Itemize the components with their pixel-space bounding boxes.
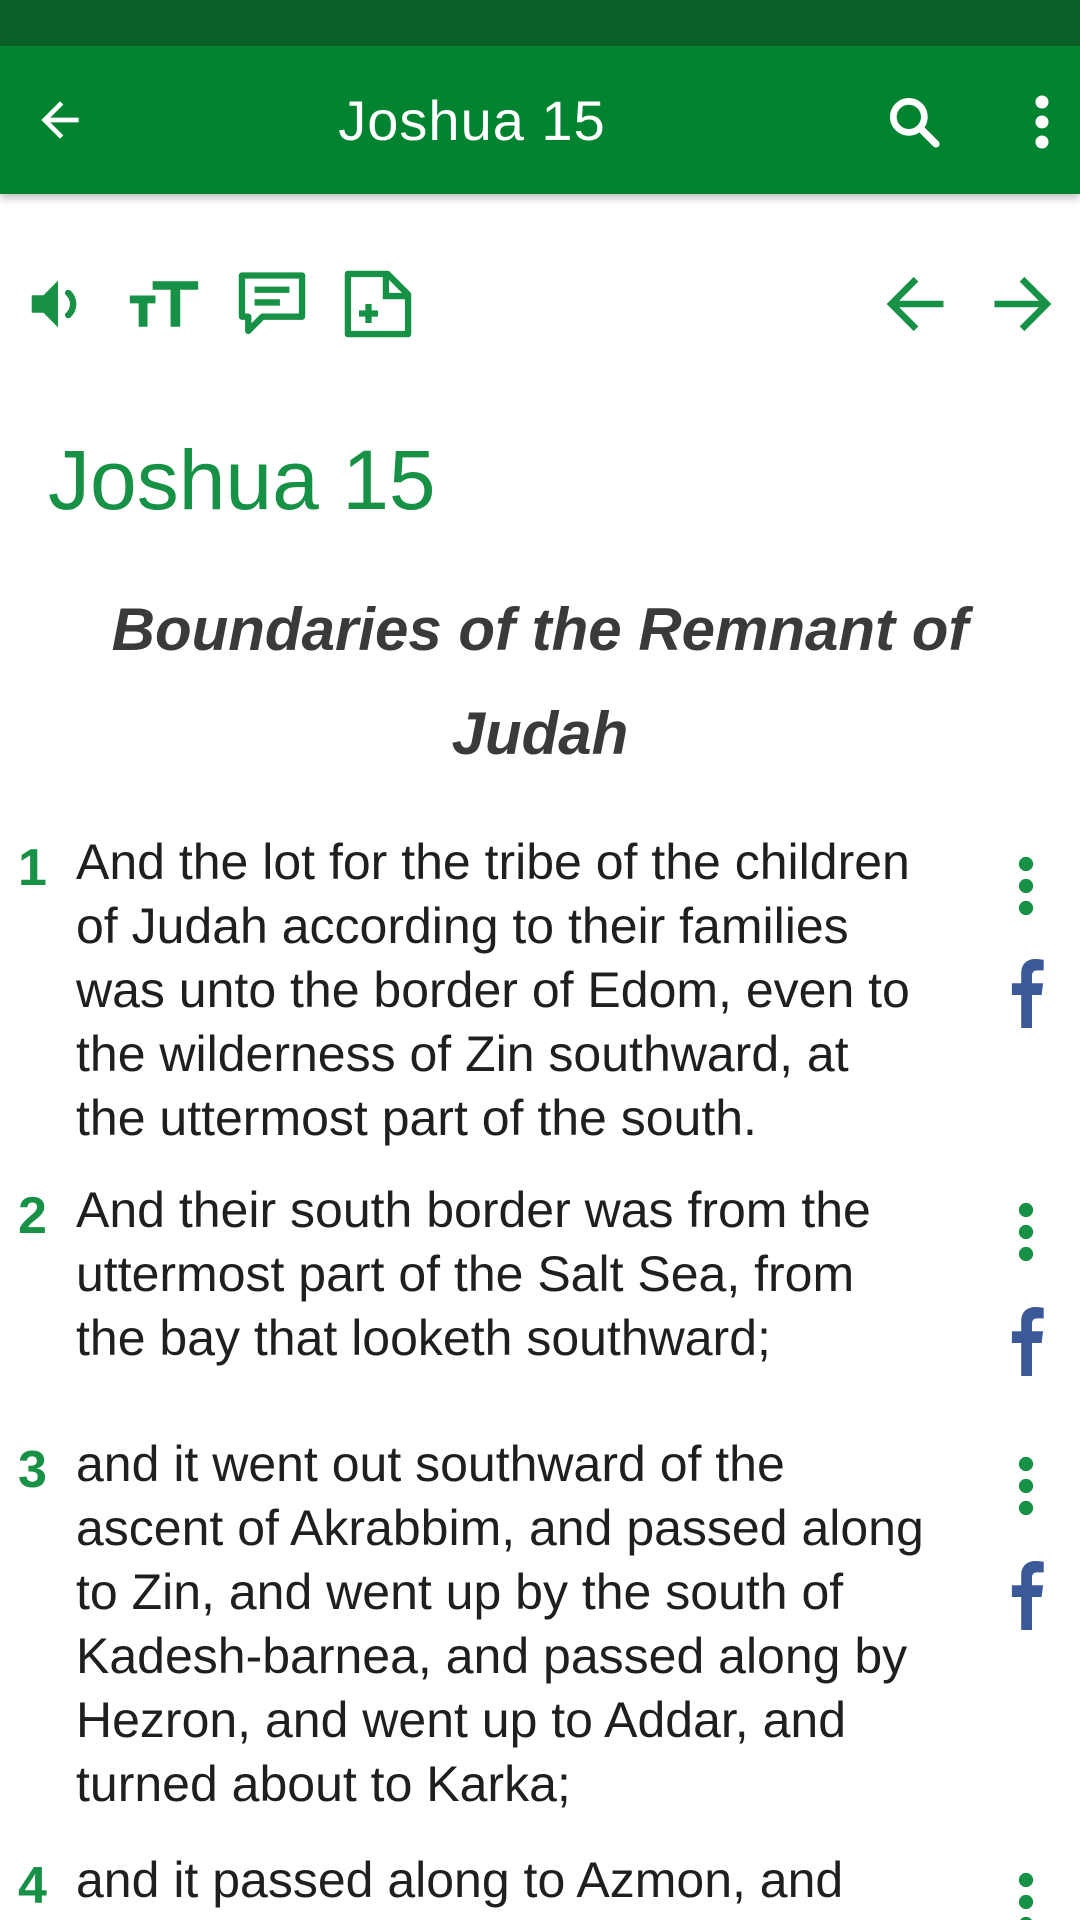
more-vert-icon xyxy=(1015,1869,1037,1920)
add-note-icon xyxy=(338,266,418,342)
previous-chapter-button[interactable] xyxy=(872,256,960,352)
verse-text xyxy=(76,1432,986,1816)
verse-options-button[interactable] xyxy=(1004,1446,1048,1526)
more-vert-icon xyxy=(1015,853,1037,919)
verse-4[interactable] xyxy=(0,1848,1080,1920)
overflow-menu-button[interactable] xyxy=(1010,84,1074,160)
chapter-title: Joshua 15 xyxy=(48,433,436,527)
verse-line: to Zin, and went up by the south of xyxy=(76,1564,844,1620)
status-bar xyxy=(0,0,1080,46)
search-icon xyxy=(883,91,945,153)
text-size-icon xyxy=(127,269,201,339)
verse-3[interactable] xyxy=(0,1432,1080,1822)
verse-line: and it went out southward of the xyxy=(76,1436,785,1492)
verse-2[interactable] xyxy=(0,1178,1080,1378)
comment-button[interactable] xyxy=(228,256,316,352)
more-vert-icon xyxy=(1015,1453,1037,1519)
more-vert-icon xyxy=(1030,92,1054,152)
verse-number: 3 xyxy=(18,1441,47,1499)
facebook-share-button[interactable] xyxy=(1000,1554,1052,1634)
verse-options-button[interactable] xyxy=(1004,846,1048,926)
facebook-share-button[interactable] xyxy=(1000,952,1052,1032)
verse-1[interactable] xyxy=(0,830,1080,1150)
text-size-button[interactable] xyxy=(120,256,208,352)
more-vert-icon xyxy=(1015,1199,1037,1265)
reader-toolbar xyxy=(0,256,1080,352)
verse-line: Kadesh-barnea, and passed along by xyxy=(76,1628,908,1684)
verse-line: And their south border was from the xyxy=(76,1182,871,1238)
audio-button[interactable] xyxy=(14,256,102,352)
verse-line: Hezron, and went up to Addar, and xyxy=(76,1692,846,1748)
verse-line: uttermost part of the Salt Sea, from xyxy=(76,1246,855,1302)
search-button[interactable] xyxy=(876,84,952,160)
verse-line: ascent of Akrabbim, and passed along xyxy=(76,1500,924,1556)
verse-line: and it passed along to Azmon, and xyxy=(76,1852,844,1908)
verse-number: 2 xyxy=(18,1187,47,1245)
facebook-icon xyxy=(1006,1304,1046,1376)
verse-options-button[interactable] xyxy=(1004,1862,1048,1920)
facebook-icon xyxy=(1006,956,1046,1028)
verse-number: 1 xyxy=(18,839,47,897)
facebook-share-button[interactable] xyxy=(1000,1300,1052,1380)
comment-icon xyxy=(233,266,311,342)
verse-text xyxy=(76,1848,986,1912)
verse-line: And the lot for the tribe of the children xyxy=(76,834,910,890)
verse-text xyxy=(76,830,986,1150)
speaker-icon xyxy=(23,269,93,339)
facebook-icon xyxy=(1006,1558,1046,1630)
add-note-button[interactable] xyxy=(334,256,422,352)
verse-line: the uttermost part of the south. xyxy=(76,1090,757,1146)
verse-line: turned about to Karka; xyxy=(76,1756,571,1812)
arrow-left-icon xyxy=(883,271,949,337)
verse-line: the bay that looketh southward; xyxy=(76,1310,771,1366)
section-heading: Boundaries of the Remnant of Judah xyxy=(111,596,969,767)
verse-line: of Judah according to their families xyxy=(76,898,849,954)
verse-line: was unto the border of Edom, even to xyxy=(76,962,910,1018)
next-chapter-button[interactable] xyxy=(978,256,1066,352)
verse-options-button[interactable] xyxy=(1004,1192,1048,1272)
arrow-right-icon xyxy=(989,271,1055,337)
verse-text xyxy=(76,1178,986,1370)
app-bar xyxy=(0,46,1080,194)
app-bar-title: Joshua 15 xyxy=(338,88,606,152)
verse-line: the wilderness of Zin southward, at xyxy=(76,1026,849,1082)
verse-number: 4 xyxy=(18,1857,47,1915)
